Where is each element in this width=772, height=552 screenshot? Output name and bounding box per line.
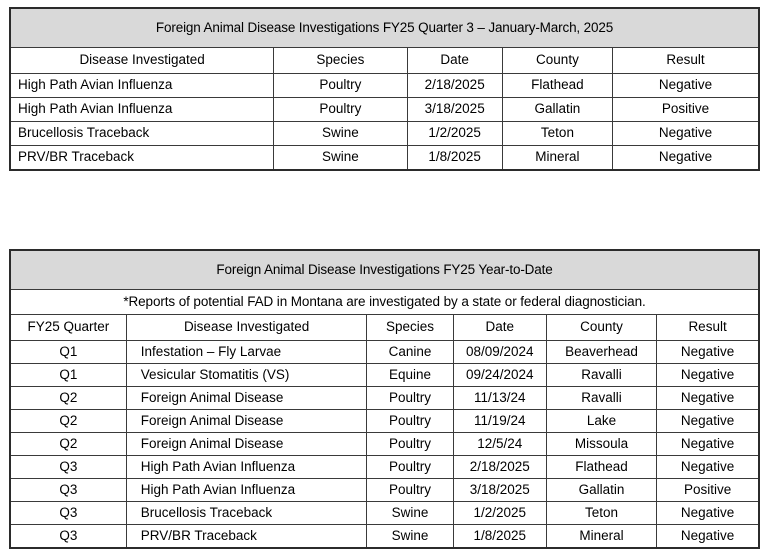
ytd-note: *Reports of potential FAD in Montana are investigated by a state or federal diagnostician. — [10, 290, 759, 315]
cell-county: Teton — [546, 502, 656, 525]
table-row — [10, 433, 759, 456]
cell-county: Missoula — [546, 433, 656, 456]
table-row — [10, 479, 759, 502]
quarter3-col-county: County — [502, 48, 612, 74]
cell-result: Negative — [657, 433, 759, 456]
cell-result: Positive — [657, 479, 759, 502]
cell-disease: Foreign Animal Disease — [126, 433, 367, 456]
ytd-col-date: Date — [453, 315, 546, 341]
table-row — [10, 74, 759, 98]
cell-disease: High Path Avian Influenza — [126, 479, 367, 502]
cell-result: Negative — [613, 122, 759, 146]
cell-quarter: Q1 — [10, 364, 126, 387]
cell-county: Mineral — [546, 525, 656, 549]
quarter3-title: Foreign Animal Disease Investigations FY25 Quarter 3 – January-March, 2025 — [10, 8, 759, 48]
cell-species: Swine — [367, 502, 453, 525]
cell-result: Negative — [613, 146, 759, 171]
table-row — [10, 525, 759, 549]
cell-county: Teton — [502, 122, 612, 146]
cell-quarter: Q2 — [10, 387, 126, 410]
cell-county: Beaverhead — [546, 341, 656, 364]
cell-county: Mineral — [502, 146, 612, 171]
cell-result: Negative — [613, 74, 759, 98]
cell-county: Ravalli — [546, 387, 656, 410]
cell-date: 11/19/24 — [453, 410, 546, 433]
ytd-title: Foreign Animal Disease Investigations FY25 Year-to-Date — [10, 250, 759, 290]
ytd-col-result: Result — [657, 315, 759, 341]
cell-quarter: Q3 — [10, 456, 126, 479]
cell-date: 3/18/2025 — [407, 98, 502, 122]
cell-species: Swine — [367, 525, 453, 549]
cell-quarter: Q2 — [10, 433, 126, 456]
ytd-col-species: Species — [367, 315, 453, 341]
cell-county: Flathead — [546, 456, 656, 479]
cell-species: Swine — [274, 146, 407, 171]
cell-species: Poultry — [367, 433, 453, 456]
cell-result: Negative — [657, 502, 759, 525]
cell-date: 08/09/2024 — [453, 341, 546, 364]
table-row — [10, 341, 759, 364]
cell-species: Canine — [367, 341, 453, 364]
quarter3-table-body — [10, 8, 759, 170]
cell-result: Negative — [657, 410, 759, 433]
cell-date: 1/8/2025 — [453, 525, 546, 549]
cell-date: 12/5/24 — [453, 433, 546, 456]
cell-county: Gallatin — [546, 479, 656, 502]
table-row — [10, 146, 759, 171]
cell-quarter: Q2 — [10, 410, 126, 433]
cell-disease: Infestation – Fly Larvae — [126, 341, 367, 364]
cell-disease: Brucellosis Traceback — [10, 122, 274, 146]
cell-county: Flathead — [502, 74, 612, 98]
cell-disease: Vesicular Stomatitis (VS) — [126, 364, 367, 387]
cell-species: Poultry — [367, 479, 453, 502]
cell-quarter: Q3 — [10, 525, 126, 549]
cell-quarter: Q1 — [10, 341, 126, 364]
quarter3-col-species: Species — [274, 48, 407, 74]
cell-result: Positive — [613, 98, 759, 122]
cell-county: Gallatin — [502, 98, 612, 122]
cell-date: 09/24/2024 — [453, 364, 546, 387]
cell-species: Poultry — [367, 387, 453, 410]
quarter3-header-row — [10, 48, 759, 74]
ytd-note-row — [10, 290, 759, 315]
ytd-col-quarter: FY25 Quarter — [10, 315, 126, 341]
cell-result: Negative — [657, 341, 759, 364]
cell-species: Poultry — [274, 98, 407, 122]
cell-disease: High Path Avian Influenza — [10, 74, 274, 98]
cell-disease: High Path Avian Influenza — [10, 98, 274, 122]
ytd-col-county: County — [546, 315, 656, 341]
quarter3-investigations-table — [9, 7, 760, 171]
cell-disease: High Path Avian Influenza — [126, 456, 367, 479]
quarter3-col-result: Result — [613, 48, 759, 74]
quarter3-col-date: Date — [407, 48, 502, 74]
cell-disease: Brucellosis Traceback — [126, 502, 367, 525]
table-row — [10, 98, 759, 122]
quarter3-col-disease: Disease Investigated — [10, 48, 274, 74]
cell-result: Negative — [657, 525, 759, 549]
cell-date: 2/18/2025 — [407, 74, 502, 98]
cell-disease: PRV/BR Traceback — [126, 525, 367, 549]
ytd-title-row — [10, 250, 759, 290]
cell-quarter: Q3 — [10, 479, 126, 502]
table-row — [10, 410, 759, 433]
ytd-col-disease: Disease Investigated — [126, 315, 367, 341]
cell-result: Negative — [657, 387, 759, 410]
cell-disease: Foreign Animal Disease — [126, 387, 367, 410]
cell-date: 2/18/2025 — [453, 456, 546, 479]
cell-county: Lake — [546, 410, 656, 433]
cell-species: Poultry — [274, 74, 407, 98]
ytd-investigations-table — [9, 249, 760, 549]
table-row — [10, 387, 759, 410]
cell-disease: PRV/BR Traceback — [10, 146, 274, 171]
cell-date: 11/13/24 — [453, 387, 546, 410]
table-row — [10, 122, 759, 146]
cell-result: Negative — [657, 456, 759, 479]
table-row — [10, 364, 759, 387]
cell-date: 1/2/2025 — [407, 122, 502, 146]
ytd-header-row — [10, 315, 759, 341]
cell-quarter: Q3 — [10, 502, 126, 525]
quarter3-title-row — [10, 8, 759, 48]
cell-species: Poultry — [367, 456, 453, 479]
table-row — [10, 502, 759, 525]
table-row — [10, 456, 759, 479]
cell-date: 3/18/2025 — [453, 479, 546, 502]
cell-species: Poultry — [367, 410, 453, 433]
cell-date: 1/8/2025 — [407, 146, 502, 171]
cell-result: Negative — [657, 364, 759, 387]
cell-species: Equine — [367, 364, 453, 387]
ytd-table-body — [10, 250, 759, 548]
cell-disease: Foreign Animal Disease — [126, 410, 367, 433]
cell-date: 1/2/2025 — [453, 502, 546, 525]
cell-county: Ravalli — [546, 364, 656, 387]
cell-species: Swine — [274, 122, 407, 146]
